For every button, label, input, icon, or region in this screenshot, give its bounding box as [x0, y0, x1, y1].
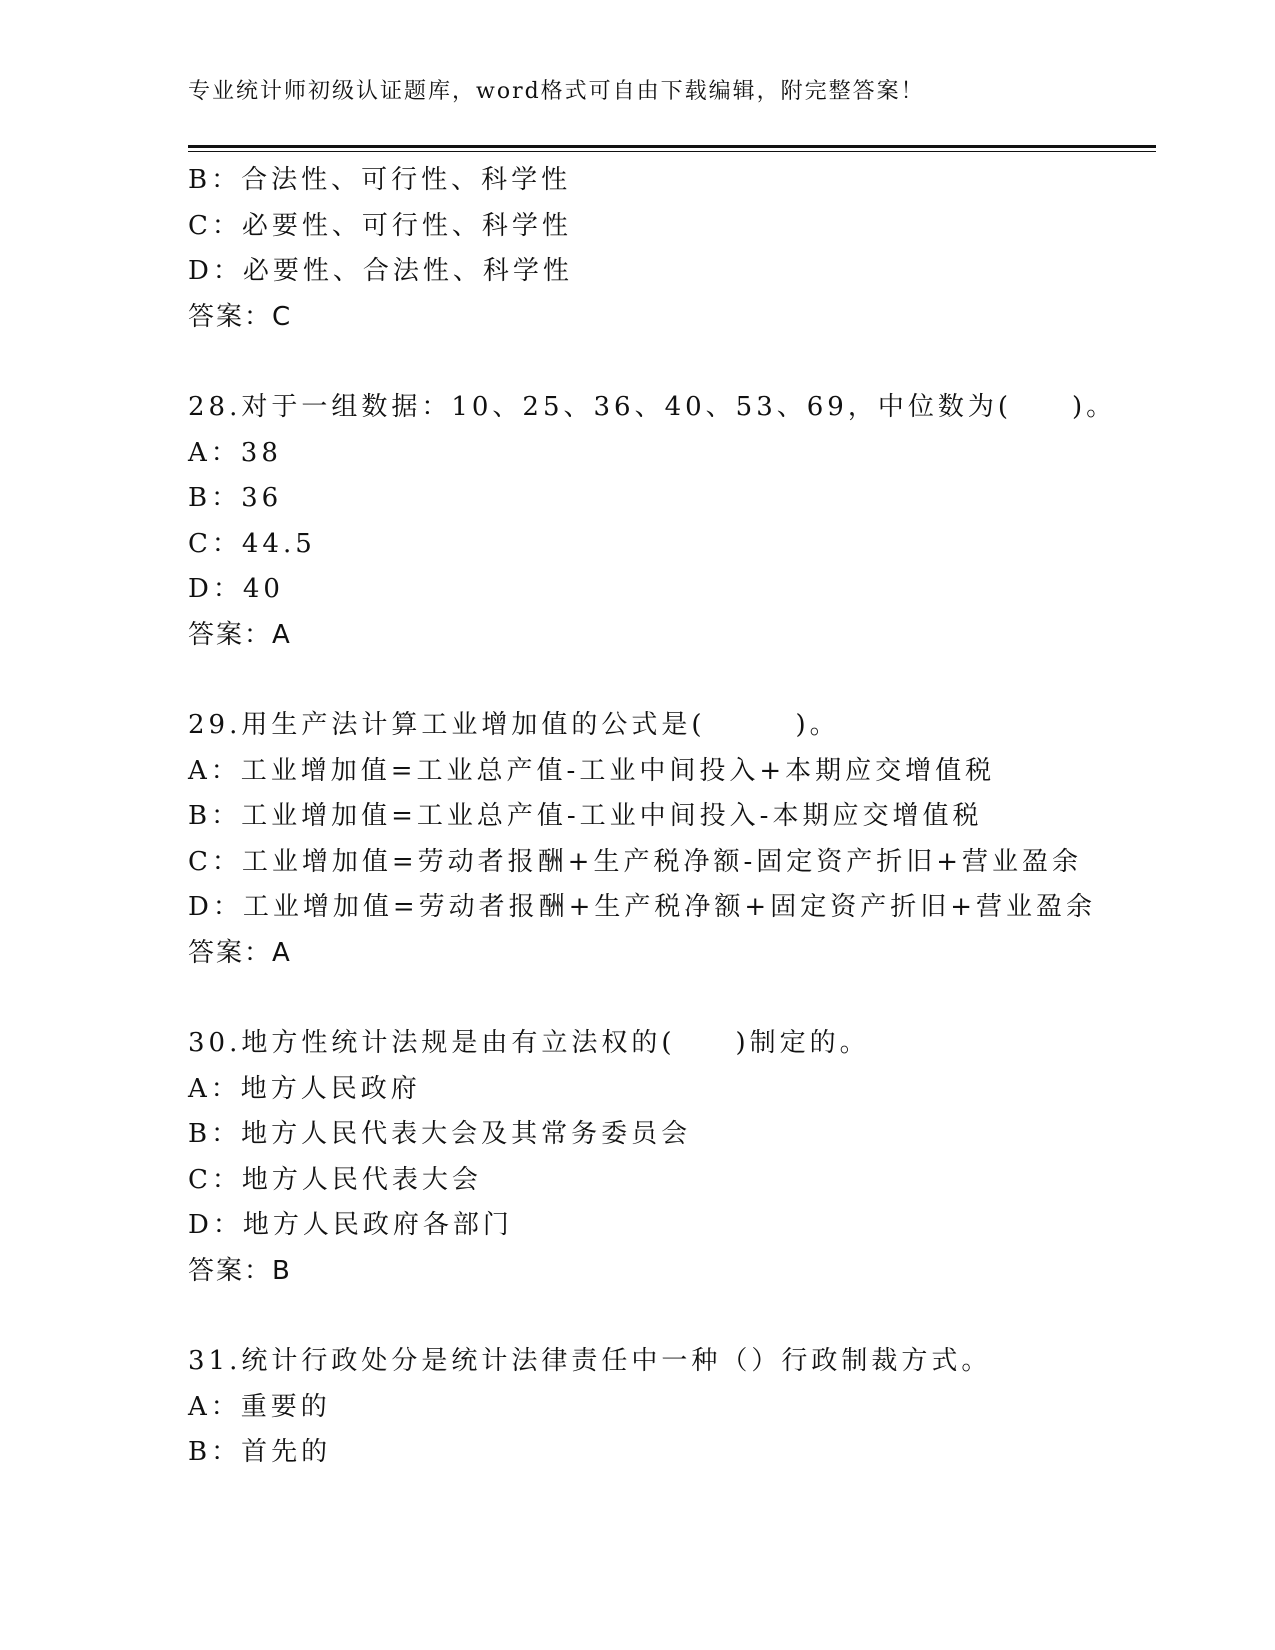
option-line: D：必要性、合法性、科学性 — [188, 256, 573, 286]
header-rule-thick — [188, 145, 1156, 148]
option-line: A：重要的 — [188, 1391, 331, 1422]
answer-line: 答案：A — [188, 619, 292, 650]
question-28 — [188, 385, 1156, 658]
option-line: A：38 — [188, 437, 282, 468]
question-31 — [188, 1339, 1156, 1476]
question-list — [188, 158, 1156, 1476]
option-line: A：地方人民政府 — [188, 1073, 421, 1104]
question-stem: 29.用生产法计算工业增加值的公式是( )。 — [188, 710, 840, 740]
answer-line: 答案：A — [188, 937, 292, 968]
question-30 — [188, 1021, 1156, 1294]
option-line: D：地方人民政府各部门 — [188, 1210, 513, 1240]
option-line: C：工业增加值=劳动者报酬+生产税净额-固定资产折旧+营业盈余 — [188, 846, 1083, 877]
question-29 — [188, 703, 1156, 976]
answer-line: 答案：B — [188, 1255, 292, 1286]
option-line: A：工业增加值=工业总产值-工业中间投入+本期应交增值税 — [188, 755, 996, 786]
option-line: C：必要性、可行性、科学性 — [188, 210, 572, 241]
header-rule-thin — [188, 151, 1156, 152]
option-line: B：36 — [188, 483, 283, 513]
option-line: D：工业增加值=劳动者报酬+生产税净额+固定资产折旧+营业盈余 — [188, 892, 1096, 922]
option-line: C：地方人民代表大会 — [188, 1164, 482, 1195]
question-stem: 28.对于一组数据：10、25、36、40、53、69，中位数为( )。 — [188, 392, 1117, 422]
question-stem: 31.统计行政处分是统计法律责任中一种（）行政制裁方式。 — [188, 1346, 992, 1376]
option-line: C：44.5 — [188, 528, 316, 559]
option-line: D：40 — [188, 574, 284, 604]
option-line: B：首先的 — [188, 1437, 332, 1467]
option-line: B：合法性、可行性、科学性 — [188, 165, 572, 195]
option-line: B：工业增加值=工业总产值-工业中间投入-本期应交增值税 — [188, 801, 983, 831]
option-line: B：地方人民代表大会及其常务委员会 — [188, 1119, 692, 1149]
question-stem: 30.地方性统计法规是由有立法权的( )制定的。 — [188, 1028, 870, 1058]
page-header: 专业统计师初级认证题库，word格式可自由下载编辑，附完整答案！ — [188, 79, 925, 104]
question-continuation — [188, 158, 1156, 340]
answer-line: 答案：C — [188, 301, 293, 332]
